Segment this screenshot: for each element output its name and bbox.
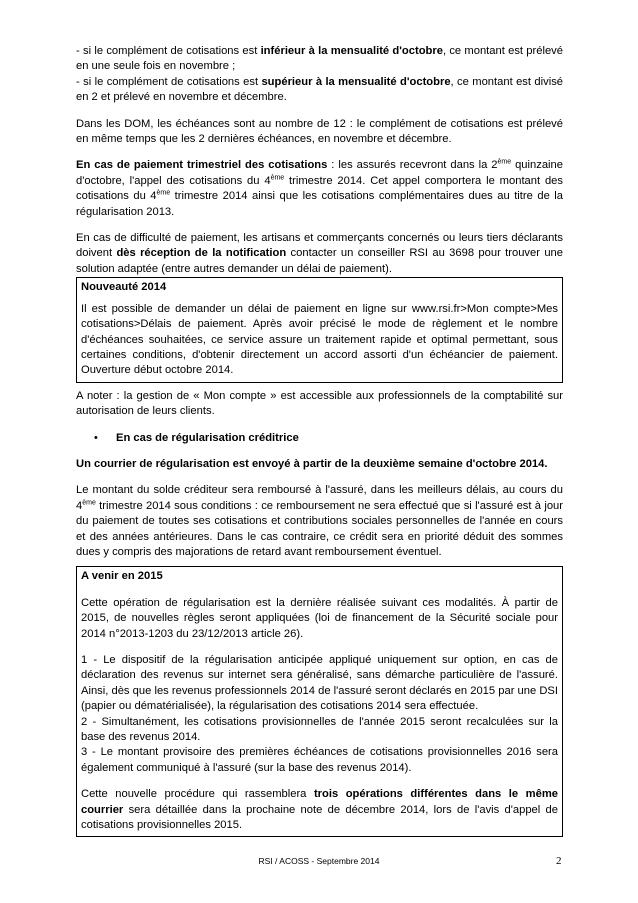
footer-text: RSI / ACOSS - Septembre 2014 [258, 856, 380, 866]
box-item-3: 3 - Le montant provisoire des premières échéances de cotisations provisionnelles 2016 sera également communiqué à l'assuré (sur la base des revenus 2014). [81, 746, 558, 774]
box-nouveaute-2014 [76, 277, 563, 382]
box-paragraph-procedure: Cette nouvelle procédure qui rassemblera trois opérations différentes dans le même courrier sera détaillée dans la prochaine note de décembre 2014, lors de l'avis d'appel de cotisations provisionnelles 2015. [81, 788, 558, 832]
paragraph-payment-difficulty: En cas de difficulté de paiement, les artisans et commerçants concernés ou leurs tiers déclarants doivent dès réception de la notification contacter un conseiller RSI au 3698 pour trouver une solution adaptée (entre autres demander un délai de paiement). [76, 232, 563, 275]
box-text: Il est possible de demander un délai de paiement en ligne sur www.rsi.fr>Mon compte>Mes cotisations>Délais de paiement. Après avoir précisé le mode de règlement et le nombre d'échéances souhaitées, ce service assure un traitement rapide et optimal permettant, sous certaines conditions, d'obtenir directement un accord assorti d'un échéancier de paiement. Ouverture début octobre 2014. [81, 302, 558, 377]
paragraph-quarterly: En cas de paiement trimestriel des cotisations : les assurés recevront dans la 2ème quinzaine d'octobre, l'appel des cotisations du 4ème trimestre 2014. Cet appel comportera le montant des cotisations du 4ème trimestre 2014 ainsi que les cotisations complémentaires dues au titre de la régularisation 2013. [76, 158, 563, 218]
box-title: Nouveauté 2014 [81, 281, 167, 294]
paragraph-monthly-lower: - si le complément de cotisations est inférieur à la mensualité d'octobre, ce montant est prélevé en une seule fois en novembre ; [76, 45, 564, 73]
document-body [76, 44, 563, 837]
bullet-icon: • [94, 431, 98, 444]
box-item-1: 1 - Le dispositif de la régularisation anticipée appliqué uniquement sur option, en cas de déclaration des revenus sur internet sera généralisé, sans démarche particulière de l'assuré. Ainsi, dès que les revenus professionnels 2014 de l'assuré seront déclarés en 2015 par une DSI (papier ou dématérialisée), la régularisation des cotisations 2014 sera effectuée. [81, 654, 558, 713]
bullet-heading [76, 431, 563, 446]
box-item-2: 2 - Simultanément, les cotisations provisionnelles de l'année 2015 seront recalculées sur la base des revenus 2014. [81, 715, 558, 744]
paragraph-courrier: Un courrier de régularisation est envoyé à partir de la deuxième semaine d'octobre 2014. [76, 457, 548, 470]
paragraph-refund: Le montant du solde créditeur sera remboursé à l'assuré, dans les meilleurs délais, au cours du 4ème trimestre 2014 sous conditions : ce remboursement ne sera effectué que si l'assuré est à jour du paiement de toutes ses cotisations et contributions sociales personnelles de l'année en cours et des années antérieures. Dans le cas contraire, ce crédit sera en priorité déduit des sommes dues y compris des majorations de retard avant remboursement éventuel. [76, 484, 563, 558]
bullet-heading-text: En cas de régularisation créditrice [116, 431, 299, 444]
paragraph-note: A noter : la gestion de « Mon compte » est accessible aux professionnels de la comptabilité sur autorisation de leurs clients. [76, 389, 563, 418]
page-number: 2 [556, 855, 562, 867]
paragraph-monthly-higher: - si le complément de cotisations est supérieur à la mensualité d'octobre, ce montant est divisé en 2 et prélevé en novembre et décembre. [76, 75, 564, 104]
box-paragraph: Cette opération de régularisation est la dernière réalisée suivant ces modalités. À partir de 2015, de nouvelles règles seront appliquées (loi de financement de la Sécurité sociale pour 2014 n°2013-1203 du 23/12/2013 article 26). [81, 596, 558, 640]
box-title: A venir en 2015 [81, 570, 163, 583]
box-avenir-2015 [76, 566, 563, 837]
paragraph-dom: Dans les DOM, les échéances sont au nombre de 12 : le complément de cotisations est prélevé en même temps que les 2 dernières échéances, en novembre et décembre. [76, 117, 563, 146]
